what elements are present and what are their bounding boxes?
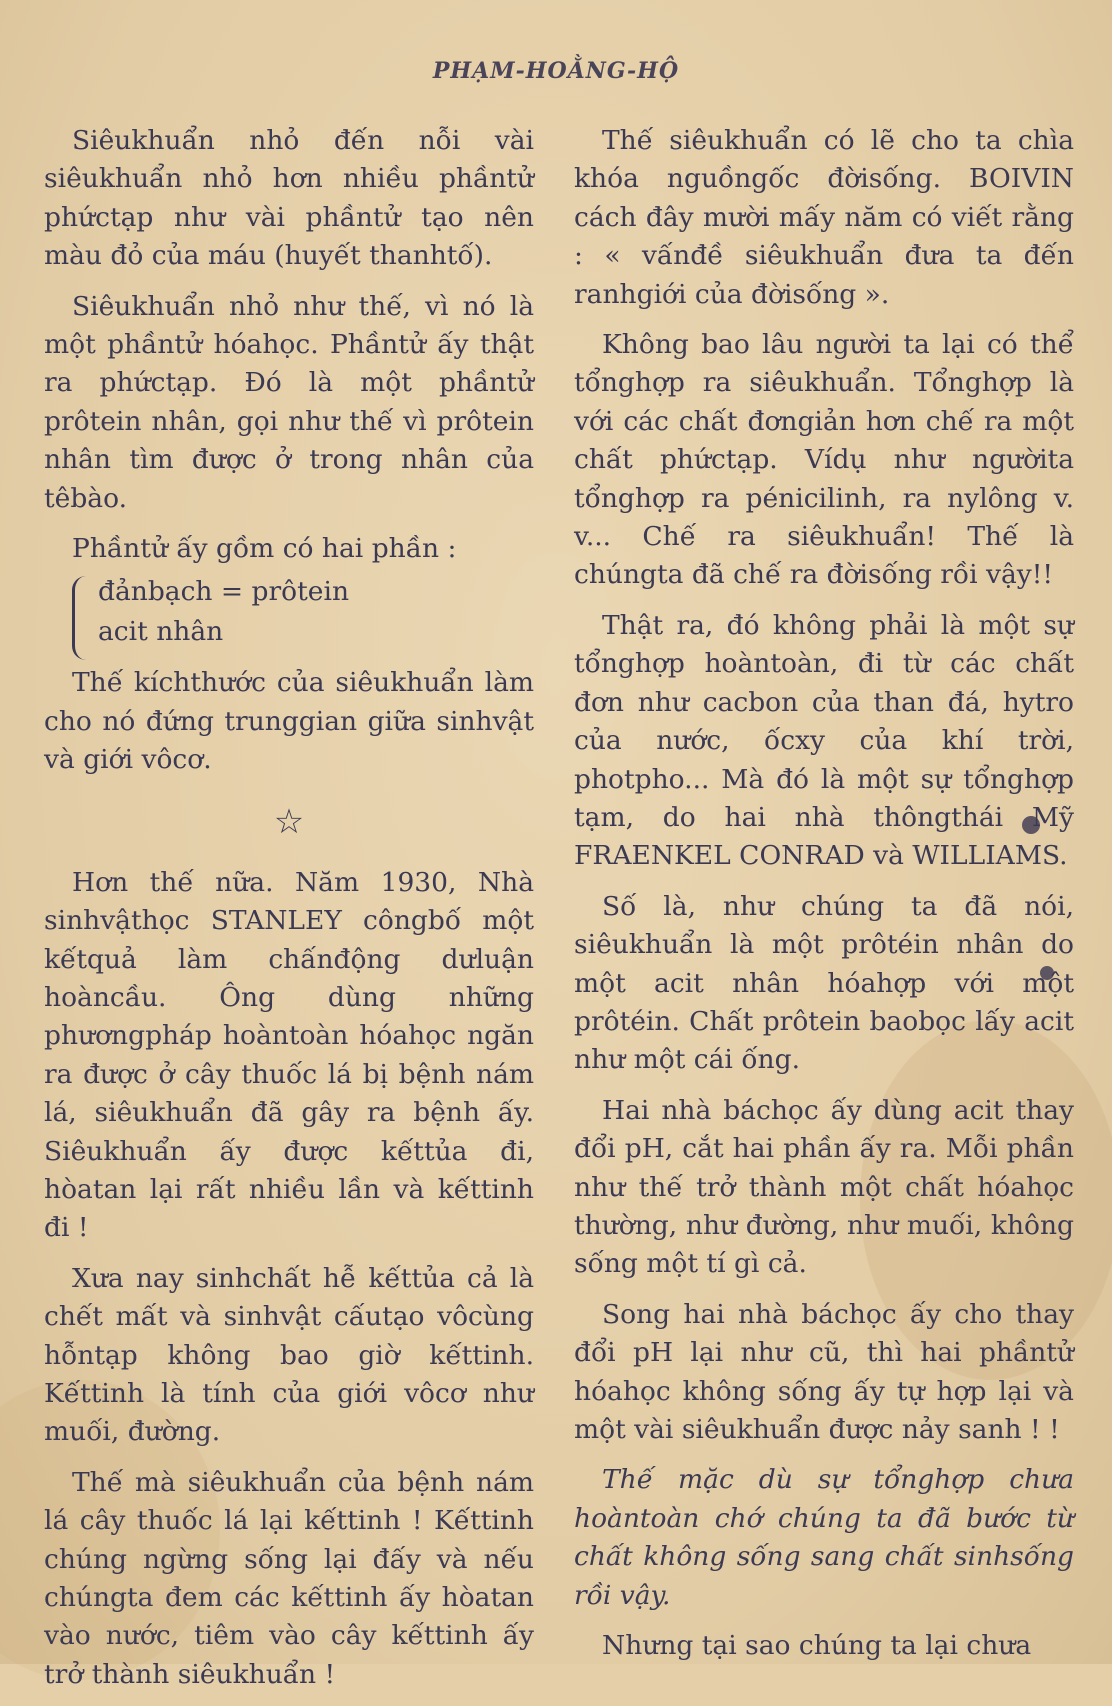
- paragraph: Phầntử ấy gồm có hai phần :: [72, 533, 457, 565]
- section-star: ☆: [273, 801, 305, 842]
- composition-brace: [72, 572, 534, 652]
- paragraph: Không bao lâu người ta lại có thể tổnghợp ra siêukhuẩn. Tổnghợp là với các chất đơngiản hơn chế ra một chất phứctạp. Vídụ như ngườita tổnghợp ra pénicilinh, ra nylông v. v... Chế ra siêukhuẩn! Thế là chúngta đã chế ra đờisống rồi vậy!!: [574, 329, 1074, 591]
- paragraph: Thế siêukhuẩn có lẽ cho ta chìa khóa nguồngốc đờisống. BOIVIN cách đây mười mấy năm có viết rằng : « vấnđề siêukhuẩn đưa ta đến ranhgiới của đờisống ».: [574, 125, 1074, 310]
- paragraph: Thế kíchthước của siêukhuẩn làm cho nó đứng trunggian giữa sinhvật và giới vôcơ.: [44, 667, 534, 776]
- paragraph: Thế mà siêukhuẩn của bệnh nám lá cây thuốc lá lại kếttinh ! Kếttinh chúng ngừng sống lại đấy và nếu chúngta đem các kếttinh ấy hòatan vào nước, tiêm vào cây kếttinh ấy trở thành siêukhuẩn !: [44, 1466, 534, 1690]
- brace-symbol: [72, 576, 89, 660]
- right-column: [574, 122, 1074, 1677]
- paragraph: Thật ra, đó không phải là một sự tổnghợp hoàntoàn, đi từ các chất đơn như cacbon của than đá, hytro của nước, ốcxy của khí trời, photpho... Mà đó là một sự tổnghợp tạm, do hai nhà thôngthái Mỹ FRAENKEL CONRAD và WILLIAMS.: [574, 609, 1074, 872]
- brace-line: acit nhân: [98, 616, 224, 648]
- paragraph: Hơn thế nữa. Năm 1930, Nhà sinhvậthọc STANLEY côngbố một kếtquả làm chấnđộng dưluận hoàncầu. Ông dùng những phươngpháp hoàntoàn hóahọc ngăn ra được ở cây thuốc lá bị bệnh nám lá, siêukhuẩn đã gây ra bệnh ấy. Siêukhuẩn ấy được kếttủa đi, hòatan lại rất nhiều lần và kếttinh đi !: [44, 866, 534, 1244]
- paragraph: Nhưng tại sao chúng ta lại chưa: [602, 1630, 1032, 1662]
- paragraph: Siêukhuẩn nhỏ như thế, vì nó là một phầntử hóahọc. Phầntử ấy thật ra phứctạp. Đó là một phầntử prôtein nhân, gọi như thế vì prôtein nhân tìm được ở trong nhân của têbào.: [44, 290, 534, 514]
- brace-line: đảnbạch = prôtein: [98, 576, 350, 608]
- paragraph: Thế mặc dù sự tổnghợp chưa hoàntoàn chớ chúng ta đã bước từ chất không sống sang chất sinhsống rồi vậy.: [574, 1464, 1074, 1611]
- running-header: PHẠM-HOẰNG-HỘ: [432, 58, 680, 84]
- paragraph: Siêukhuẩn nhỏ đến nỗi vài siêukhuẩn nhỏ hơn nhiều phầntử phứctạp như vài phầntử tạo nên màu đỏ của máu (huyết thanhtố).: [44, 125, 534, 272]
- left-column: [44, 122, 534, 1706]
- paragraph: Song hai nhà báchọc ấy cho thay đổi pH lại như cũ, thì hai phầntử hóahọc không sống ấy tự hợp lại và một vài siêukhuẩn được nảy sanh ! !: [574, 1298, 1074, 1445]
- paragraph: Số là, như chúng ta đã nói, siêukhuẩn là một prôtéin nhân do một acit nhân hóahợp với một prôtéin. Chất prôtein baobọc lấy acit như một cái ống.: [574, 890, 1074, 1076]
- paragraph: Hai nhà báchọc ấy dùng acit thay đổi pH, cắt hai phần ấy ra. Mỗi phần như thế trở thành một chất hóahọc thường, như đường, như muối, không sống một tí gì cả.: [574, 1094, 1074, 1280]
- paragraph: Xưa nay sinhchất hễ kếttủa cả là chết mất và sinhvật cấutạo vôcùng hỗntạp không bao giờ kếttinh. Kếttinh là tính của giới vôcơ như muối, đường.: [44, 1262, 534, 1448]
